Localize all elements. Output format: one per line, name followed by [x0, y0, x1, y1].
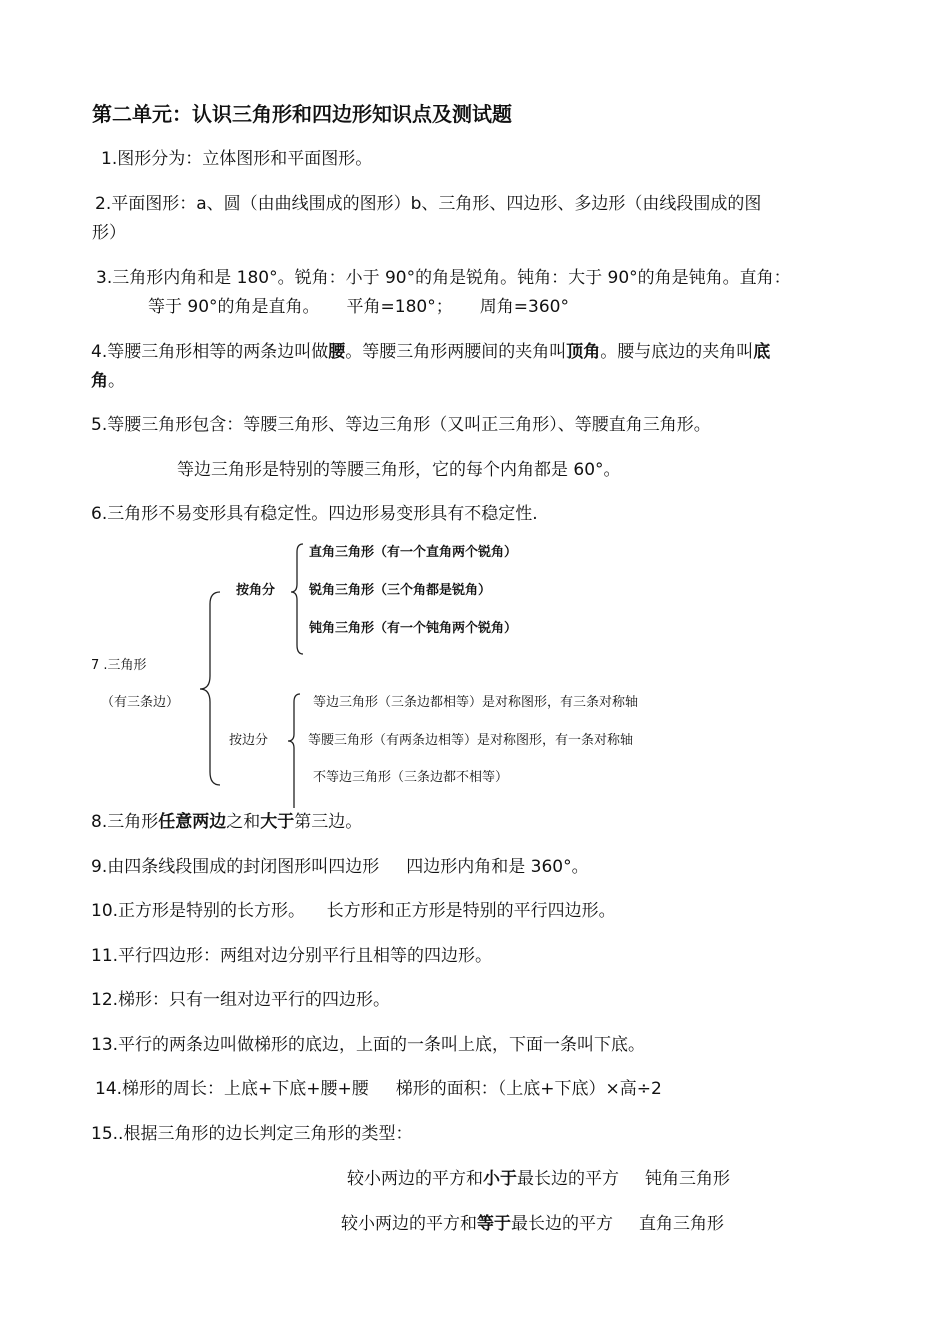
point-1: 1.图形分为：立体图形和平面图形。: [101, 149, 373, 169]
point-5-line-1: 5.等腰三角形包含：等腰三角形、等边三角形（又叫正三角形）、等腰直角三角形。: [91, 415, 711, 435]
page-title: 第二单元：认识三角形和四边形知识点及测试题: [92, 102, 512, 126]
rule-text: 较小两边的平方和: [341, 1214, 477, 1234]
term-base-angle-part1: 底: [753, 342, 771, 362]
rule-right: [341, 1213, 724, 1235]
side-item-isosceles: 等腰三角形（有两条边相等）是对称图形，有一条对称轴: [308, 733, 634, 748]
point-13: 13.平行的两条边叫做梯形的底边，上面的一条叫上底，下面一条叫下底。: [91, 1035, 646, 1055]
term-less-than: 小于: [483, 1169, 517, 1189]
term-equal-to: 等于: [477, 1214, 511, 1234]
point-4-text: 4.等腰三角形相等的两条边叫做: [91, 342, 329, 362]
point-12: 12.梯形：只有一组对边平行的四边形。: [91, 990, 391, 1010]
by-side-label: 按边分: [229, 733, 269, 748]
point-4-text: 。等腰三角形两腰间的夹角叫: [345, 342, 567, 362]
side-item-equilateral: 等边三角形（三条边都相等）是对称图形，有三条对称轴: [313, 695, 639, 710]
point-8-text: 8.三角形: [91, 812, 159, 832]
point-2-line-2: 形）: [92, 223, 126, 243]
bracket-by-side: [288, 694, 300, 808]
angle-item-acute: 锐角三角形（三个角都是锐角）: [309, 583, 492, 598]
point-8-text: 第三边。: [294, 812, 363, 832]
point-4-text: 。: [108, 371, 125, 391]
tree-root-subtitle: （有三条边）: [101, 695, 180, 710]
point-5-line-2: 等边三角形是特别的等腰三角形，它的每个内角都是 60°。: [177, 460, 621, 480]
angle-item-obtuse: 钝角三角形（有一个钝角两个锐角）: [309, 621, 518, 636]
point-9: 9.由四条线段围成的封闭图形叫四边形 四边形内角和是 360°。: [91, 857, 589, 877]
angle-item-right: 直角三角形（有一个直角两个锐角）: [309, 545, 518, 560]
term-base-angle-part2: 角: [91, 371, 108, 391]
bracket-main: [200, 592, 220, 785]
rule-text: 最长边的平方: [511, 1214, 613, 1234]
point-3-line-1: 3.三角形内角和是 180°。锐角：小于 90°的角是锐角。钝角：大于 90°的角是钝角。直角：: [96, 268, 791, 288]
point-14: 14.梯形的周长：上底+下底+腰+腰 梯形的面积：（上底+下底）×高÷2: [95, 1079, 662, 1099]
rule-result-obtuse: 钝角三角形: [645, 1169, 730, 1189]
term-any-two-sides: 任意两边: [158, 812, 227, 832]
point-10: 10.正方形是特别的长方形。 长方形和正方形是特别的平行四边形。: [91, 901, 616, 921]
term-waist: 腰: [328, 342, 346, 362]
point-2-line-1: 2.平面图形：a、圆（由曲线围成的图形）b、三角形、四边形、多边形（由线段围成的图: [95, 194, 762, 214]
rule-text: 最长边的平方: [517, 1169, 619, 1189]
point-15: 15..根据三角形的边长判定三角形的类型：: [91, 1124, 413, 1144]
term-greater-than: 大于: [260, 812, 295, 832]
point-8-text: 之和: [226, 812, 261, 832]
rule-text: 较小两边的平方和: [347, 1169, 483, 1189]
term-apex-angle: 顶角: [566, 342, 601, 362]
point-6: 6.三角形不易变形具有稳定性。四边形易变形具有不稳定性.: [91, 504, 538, 524]
bracket-by-angle: [291, 544, 303, 654]
point-4-text: 。腰与底边的夹角叫: [600, 342, 754, 362]
point-8: [91, 811, 362, 833]
point-11: 11.平行四边形：两组对边分别平行且相等的四边形。: [91, 946, 493, 966]
side-item-scalene: 不等边三角形（三条边都不相等）: [313, 770, 509, 785]
point-3-line-2: 等于 90°的角是直角。 平角=180°； 周角=360°: [148, 297, 569, 317]
rule-result-right: 直角三角形: [639, 1214, 724, 1234]
by-angle-label: 按角分: [236, 583, 276, 598]
tree-root-label: 7 .三角形: [91, 658, 147, 673]
rule-obtuse: [347, 1168, 730, 1190]
